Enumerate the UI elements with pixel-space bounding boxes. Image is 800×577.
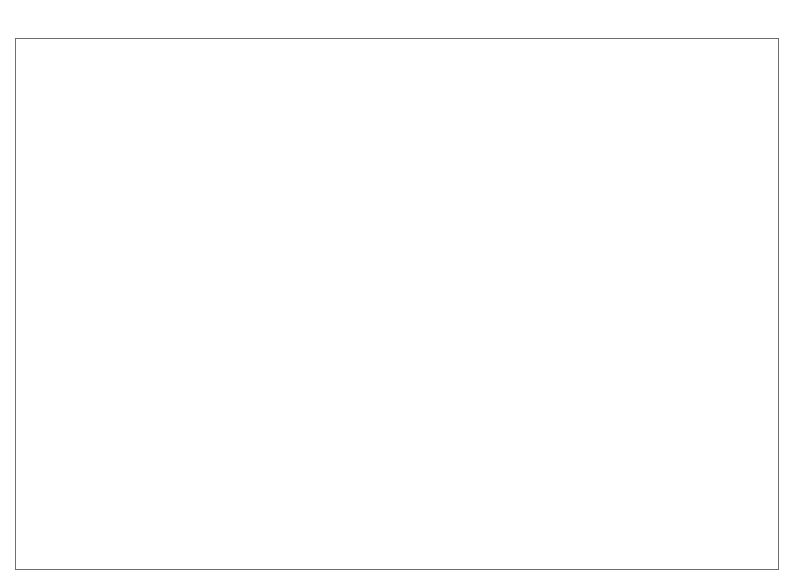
- top-navigation: [0, 0, 800, 6]
- pedigree-table: [15, 38, 779, 570]
